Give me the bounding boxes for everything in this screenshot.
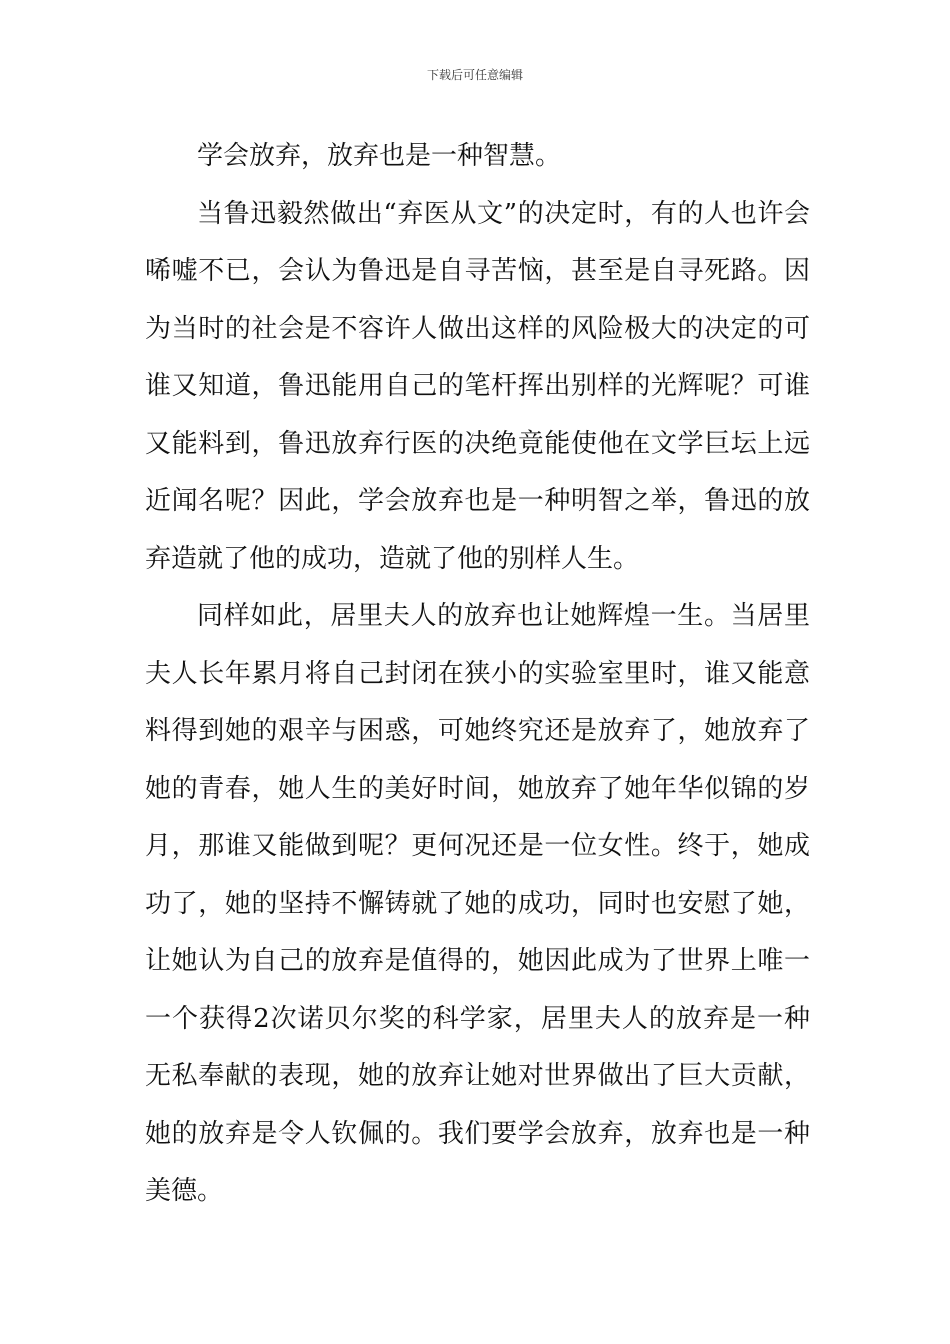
paragraph-2: 当鲁迅毅然做出“弃医从文”的决定时，有的人也许会唏嘘不已，会认为鲁迅是自寻苦恼，甚至是自寻死路。因为当时的社会是不容许人做出这样的风险极大的决定的可谁又知道，鲁迅能用自己的笔杆挥出别样的光辉呢？可谁又能料到，鲁迅放弃行医的决绝竟能使他在文学巨坛上远近闻名呢？因此，学会放弃也是一种明智之举，鲁迅的放弃造就了他的成功，造就了他的别样人生。: [145, 198, 810, 574]
paragraph-3: 同样如此，居里夫人的放弃也让她辉煌一生。当居里夫人长年累月将自己封闭在狭小的实验室里时，谁又能意料得到她的艰辛与困惑，可她终究还是放弃了，她放弃了她的青春，她人生的美好时间，她放弃了她年华似锦的岁月，那谁又能做到呢？更何况还是一位女性。终于，她成功了，她的坚持不懈铸就了她的成功，同时也安慰了她，让她认为自己的放弃是值得的，她因此成为了世界上唯一一个获得2次诺贝尔奖的科学家，居里夫人的放弃是一种无私奉献的表现，她的放弃让她对世界做出了巨大贡献，她的放弃是令人钦佩的。我们要学会放弃，放弃也是一种美德。: [145, 601, 810, 1206]
page-header: 下载后可任意编辑: [426, 68, 523, 82]
paragraph-1: 学会放弃，放弃也是一种智慧。: [197, 141, 562, 171]
document-body: [145, 128, 810, 1221]
